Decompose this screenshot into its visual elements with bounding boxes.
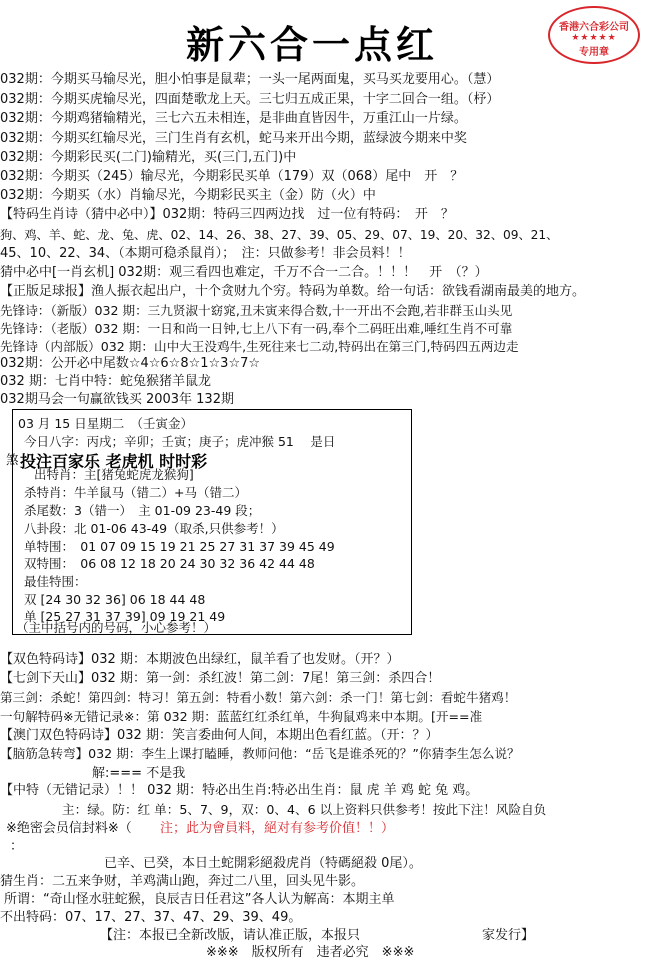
text-line: 先锋诗：（老版）032 期：一日和尚一日钟,七上八下有一码,奉个二码旺出难,唾红生肖不可靠 [0, 321, 513, 336]
box-row: 双特围： 06 08 12 18 20 24 30 32 36 42 44 48 [24, 556, 315, 571]
text-line: 所谓：“奇山怪水驻蛇猴，良辰吉日任君这”各人认为解高：本期主单 [4, 892, 395, 907]
page-title: 新六合一点红 [186, 22, 439, 67]
company-stamp [548, 6, 640, 64]
text-line: 032期：今期买马输尽光，胆小怕事是鼠辈；一头一尾两面鬼，买马买龙要用心。（慧） [0, 72, 500, 87]
text-line: 【正版足球报】渔人振衣起出户，十个贪财九个穷。特码为单数。给一句话：欲钱看湖南最美的地方。 [0, 284, 586, 299]
text-line: 【七剑下天山】032 期：第一剑：杀红波！第二剑：7尾！第三剑：杀四合！ [0, 671, 441, 686]
text-line: 猜生肖：二五来争财，羊鸡满山跑，奔过二八里，回头见牛影。 [0, 874, 365, 889]
text-line: 猜中必中[一肖玄机] 032期：观三看四也难定，千万不合一二合。！！！ 开 （？） [0, 265, 488, 280]
text-line: 先锋诗（内部版）032 期：山中大王没鸡牛,生死往来七二动,特码出在第三门,特码四五两边走 [0, 339, 519, 354]
box-row: 单特围： 01 07 09 15 19 21 25 27 31 37 39 45 49 [24, 539, 335, 554]
stamp-line-3: 专用章 [579, 47, 609, 58]
text-line: 032期：今期彩民买(二门)输精光，买(三门,五门)中 [0, 150, 297, 165]
text-line: 032期：今期买（245）输尽光，今期彩民买单（179）双（068）尾中 开 ？ [0, 169, 464, 184]
copyright: ※※※ 版权所有 违者必究 ※※※ [206, 945, 415, 960]
box-row: 出特肖：主[猪兔蛇虎龙猴狗] [34, 467, 194, 482]
box-date: 03 月 15 日星期二 （壬寅金） [18, 416, 193, 431]
text-line: 032期：公开必中尾数☆4☆6☆8☆1☆3☆7☆ [0, 356, 261, 371]
text-line: 不出特码：07、17、27、37、47、29、39、49。 [0, 910, 302, 925]
text-line: 032期：今期买（水）肖输尽光，今期彩民买主（金）防（火）中 [0, 188, 376, 203]
box-prefix: 煞 [6, 452, 19, 467]
text-line: 解:=== 不是我 [92, 766, 186, 781]
text-line: 【注：本报已全新改版，请认准正版，本报只 [100, 928, 361, 943]
text-line: 先锋诗：（新版）032 期：三九贤淑十窈窕,丑未寅来得合数,十一开出不会跑,若非群玉山头见 [0, 303, 513, 318]
text-line: 狗、鸡、羊、蛇、龙、兔、虎、02、14、26、38、27、39、05、29、07、19、20、32、09、21、 [0, 228, 559, 242]
box-row: 最佳特围： [24, 574, 87, 589]
box-bazi: 今日八字：丙戌；辛卯；壬寅；庚子；虎冲猴 51 是日 [24, 434, 336, 449]
box-row: 杀特肖：牛羊鼠马（错二）+马（错二） [24, 485, 247, 500]
text-line: 【双色特码诗】032 期：本期波色出绿红，鼠羊看了也发财。（开？） [0, 652, 400, 667]
text-line: 【脑筋急转弯】032 期：李生上课打瞌睡，教师问他：“岳飞是谁杀死的？”你猜李生怎么说？ [0, 746, 520, 761]
text-line: 032期：今期买虎输尽光，四面楚歌龙上天。三七归五成正果，十字二回合一组。（杼） [0, 92, 500, 107]
stamp-stars: ★★★★★ [571, 33, 617, 43]
text-line: 032 期：七肖中特：蛇兔猴猪羊鼠龙 [0, 374, 211, 389]
box-row: 八卦段：北 01-06 43-49（取杀,只供参考！） [24, 521, 284, 536]
text-line: 第三剑：杀蛇！第四剑：特习！第五剑：特看小数！第六剑：杀一门！第七剑：看蛇牛猪鸡！ [0, 690, 517, 705]
box-note: （主中括号内的号码，小心参考！） [16, 620, 217, 635]
text-line: 家发行】 [482, 928, 535, 943]
text-line: 【中特（无错记录）！！ 032 期：特必出生肖:特必出生肖：鼠 虎 羊 鸡 蛇 兔 鸡。 [0, 783, 479, 798]
box-row: 双 [24 30 32 36] 06 18 44 48 [24, 592, 206, 607]
text-line: ： [10, 839, 24, 854]
box-row: 杀尾数：3（错一） 主 01-09 23-49 段； [24, 503, 261, 518]
text-line: 032期：今期鸡猪输精光，三七六五未相连，是非曲直皆因牛，万重江山一片绿。 [0, 111, 467, 126]
text-line: 主：绿。防：红 单：5、7、9，双：0、4、6 以上资料只供参考！按此下注！风险自负 [62, 802, 547, 817]
stamp-line-1: 香港六合彩公司 [559, 22, 629, 33]
box-row: 单 [25 27 31 37 39] 09 19 21 49 [24, 609, 226, 624]
ad-overlay: 投注百家乐 老虎机 时时彩 [20, 452, 208, 471]
text-line: ※绝密会员信封料※（ [6, 821, 132, 836]
text-line: 一句解特码※无错记录※：第 032 期：蓝蓝红红杀红单，牛狗鼠鸡来中本期。[开==准 [0, 709, 483, 724]
text-line: 【特码生肖诗（猜中必中）】032期：特码三四两边找 过一位有特码： 开 ？ [0, 207, 454, 222]
text-line: 032期马会一句赢欲钱买 2003年 132期 [0, 392, 234, 407]
text-line: 【澳门双色特码诗】032 期：笑言委曲何人间，本期出色看红蓝。（开：？） [0, 728, 439, 743]
text-line: 032期：今期买红输尽光，三门生肖有玄机，蛇马来开出今期，蓝绿波今期来中奖 [0, 131, 467, 146]
text-line: 45、10、22、34、（本期可稳杀鼠肖）； 注：只做参考！非会员料！！ [0, 246, 411, 261]
text-line: 已辛、已癸，本日土蛇開彩絕殺虎肖（特碼絕殺 0尾）。 [104, 856, 422, 871]
member-note: 注；此为會員料，絕对有参考价值！！） [160, 821, 395, 836]
